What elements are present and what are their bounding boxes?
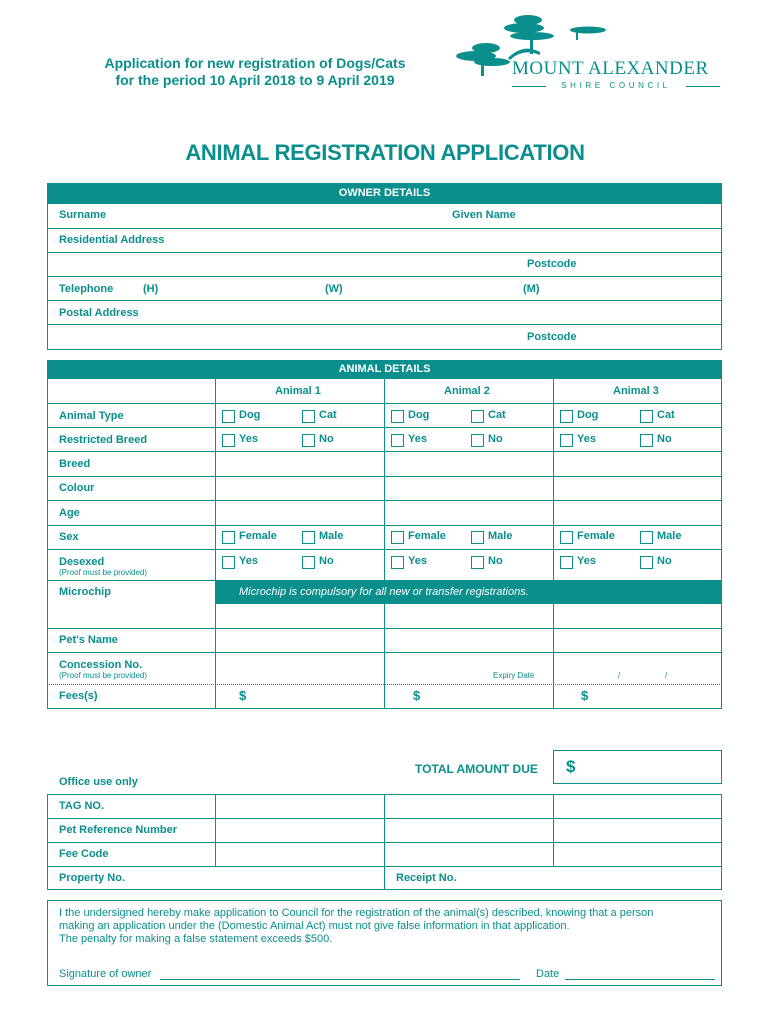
restricted-breed-no-checkbox-animal-2[interactable]	[471, 434, 484, 447]
desexed-no-label-animal-2: No	[488, 555, 503, 567]
desexed-no-checkbox-animal-1[interactable]	[302, 556, 315, 569]
total-amount-field[interactable]	[553, 750, 722, 784]
desexed-yes-checkbox-animal-1[interactable]	[222, 556, 235, 569]
restricted-breed-no-checkbox-animal-3[interactable]	[640, 434, 653, 447]
declaration-line3: The penalty for making a false statement exceeds $500.	[59, 933, 333, 945]
restricted-breed-no-label-animal-3: No	[657, 433, 672, 445]
office-use-heading: Office use only	[59, 776, 138, 788]
animal-type-dog-label-animal-2: Dog	[408, 409, 430, 421]
total-dollar-sign: $	[566, 757, 576, 776]
desexed-no-checkbox-animal-2[interactable]	[471, 556, 484, 569]
surname-label: Surname	[59, 209, 107, 221]
sex-female-checkbox-animal-1[interactable]	[222, 531, 235, 544]
property-no-label: Property No.	[59, 872, 126, 884]
desexed-yes-checkbox-animal-3[interactable]	[560, 556, 573, 569]
animal-type-dog-checkbox-animal-3[interactable]	[560, 410, 573, 423]
pet-reference-label: Pet Reference Number	[59, 824, 177, 836]
postal-address-label: Postal Address	[59, 307, 139, 319]
restricted-breed-yes-label-animal-2: Yes	[408, 433, 427, 445]
animal-type-label: Animal Type	[59, 410, 124, 422]
sex-label: Sex	[59, 531, 79, 543]
animal-type-cat-label-animal-3: Cat	[657, 409, 675, 421]
total-amount-label: TOTAL AMOUNT DUE	[415, 762, 538, 776]
sex-female-checkbox-animal-2[interactable]	[391, 531, 404, 544]
restricted-breed-no-checkbox-animal-1[interactable]	[302, 434, 315, 447]
postcode-label: Postcode	[527, 258, 577, 270]
desexed-proof-note: (Proof must be provided)	[59, 568, 148, 577]
desexed-no-checkbox-animal-3[interactable]	[640, 556, 653, 569]
sex-male-checkbox-animal-1[interactable]	[302, 531, 315, 544]
form-title: ANIMAL REGISTRATION APPLICATION	[185, 140, 585, 165]
animal-type-cat-checkbox-animal-1[interactable]	[302, 410, 315, 423]
signature-label: Signature of owner	[59, 968, 152, 980]
animal-type-dog-checkbox-animal-1[interactable]	[222, 410, 235, 423]
logo-name: MOUNT ALEXANDER	[512, 58, 709, 79]
animal-type-dog-checkbox-animal-2[interactable]	[391, 410, 404, 423]
microchip-label: Microchip	[59, 586, 111, 598]
desexed-yes-label-animal-3: Yes	[577, 555, 596, 567]
postal-postcode-label: Postcode	[527, 331, 577, 343]
sex-male-checkbox-animal-2[interactable]	[471, 531, 484, 544]
residential-address-label: Residential Address	[59, 234, 165, 246]
desexed-yes-label-animal-2: Yes	[408, 555, 427, 567]
animal-type-dog-label-animal-1: Dog	[239, 409, 261, 421]
animal-type-cat-label-animal-1: Cat	[319, 409, 337, 421]
declaration-line2: making an application under the (Domestic Animal Act) must not give false information in that application.	[59, 920, 570, 932]
age-label: Age	[59, 507, 80, 519]
animal-2-header: Animal 2	[444, 385, 490, 397]
expiry-slash-2: /	[665, 671, 668, 680]
fees-label: Fees(s)	[59, 690, 98, 702]
telephone-label: Telephone	[59, 283, 114, 295]
animal-type-cat-label-animal-2: Cat	[488, 409, 506, 421]
signature-line[interactable]	[160, 979, 520, 980]
microchip-note: Microchip is compulsory for all new or transfer registrations.	[215, 580, 722, 604]
fee-dollar-1: $	[239, 688, 247, 703]
restricted-breed-yes-checkbox-animal-1[interactable]	[222, 434, 235, 447]
sex-female-label-animal-2: Female	[408, 530, 446, 542]
restricted-breed-label: Restricted Breed	[59, 434, 148, 446]
form-header	[60, 55, 450, 89]
desexed-yes-checkbox-animal-2[interactable]	[391, 556, 404, 569]
restricted-breed-yes-label-animal-1: Yes	[239, 433, 258, 445]
receipt-no-label: Receipt No.	[396, 872, 457, 884]
telephone-home-label: (H)	[143, 283, 159, 295]
restricted-breed-yes-label-animal-3: Yes	[577, 433, 596, 445]
sex-female-label-animal-1: Female	[239, 530, 277, 542]
sex-male-checkbox-animal-3[interactable]	[640, 531, 653, 544]
logo-subtitle: SHIRE COUNCIL	[561, 81, 671, 90]
date-line[interactable]	[565, 979, 715, 980]
restricted-breed-no-label-animal-1: No	[319, 433, 334, 445]
restricted-breed-yes-checkbox-animal-3[interactable]	[560, 434, 573, 447]
telephone-work-label: (W)	[325, 283, 343, 295]
given-name-label: Given Name	[452, 209, 516, 221]
expiry-date-label: Expiry Date	[493, 671, 535, 680]
tag-no-label: TAG NO.	[59, 800, 105, 812]
animal-3-header: Animal 3	[613, 385, 659, 397]
fee-dollar-2: $	[413, 688, 421, 703]
sex-male-label-animal-1: Male	[319, 530, 344, 542]
desexed-no-label-animal-1: No	[319, 555, 334, 567]
header-title-line2: for the period 10 April 2018 to 9 April 2019	[115, 72, 395, 88]
fee-code-label: Fee Code	[59, 848, 109, 860]
sex-male-label-animal-3: Male	[657, 530, 682, 542]
owner-details-heading: OWNER DETAILS	[47, 183, 722, 204]
declaration-line1: I the undersigned hereby make application to Council for the registration of the animal(s) described, knowing that a person	[59, 907, 654, 919]
fee-dollar-3: $	[581, 688, 589, 703]
pets-name-label: Pet's Name	[59, 634, 118, 646]
animal-1-header: Animal 1	[275, 385, 321, 397]
sex-female-checkbox-animal-3[interactable]	[560, 531, 573, 544]
colour-label: Colour	[59, 482, 95, 494]
animal-type-cat-checkbox-animal-2[interactable]	[471, 410, 484, 423]
restricted-breed-yes-checkbox-animal-2[interactable]	[391, 434, 404, 447]
telephone-mobile-label: (M)	[523, 283, 540, 295]
expiry-slash-1: /	[618, 671, 621, 680]
animal-details-heading: ANIMAL DETAILS	[47, 360, 722, 379]
breed-label: Breed	[59, 458, 91, 470]
animal-type-dog-label-animal-3: Dog	[577, 409, 599, 421]
desexed-yes-label-animal-1: Yes	[239, 555, 258, 567]
header-title-line1: Application for new registration of Dogs/Cats	[104, 55, 406, 71]
concession-label: Concession No.	[59, 659, 143, 671]
date-label: Date	[536, 968, 560, 980]
concession-proof-note: (Proof must be provided)	[59, 671, 148, 680]
animal-type-cat-checkbox-animal-3[interactable]	[640, 410, 653, 423]
sex-female-label-animal-3: Female	[577, 530, 615, 542]
desexed-label: Desexed	[59, 556, 105, 568]
desexed-no-label-animal-3: No	[657, 555, 672, 567]
restricted-breed-no-label-animal-2: No	[488, 433, 503, 445]
declaration-text	[59, 907, 653, 946]
sex-male-label-animal-2: Male	[488, 530, 513, 542]
